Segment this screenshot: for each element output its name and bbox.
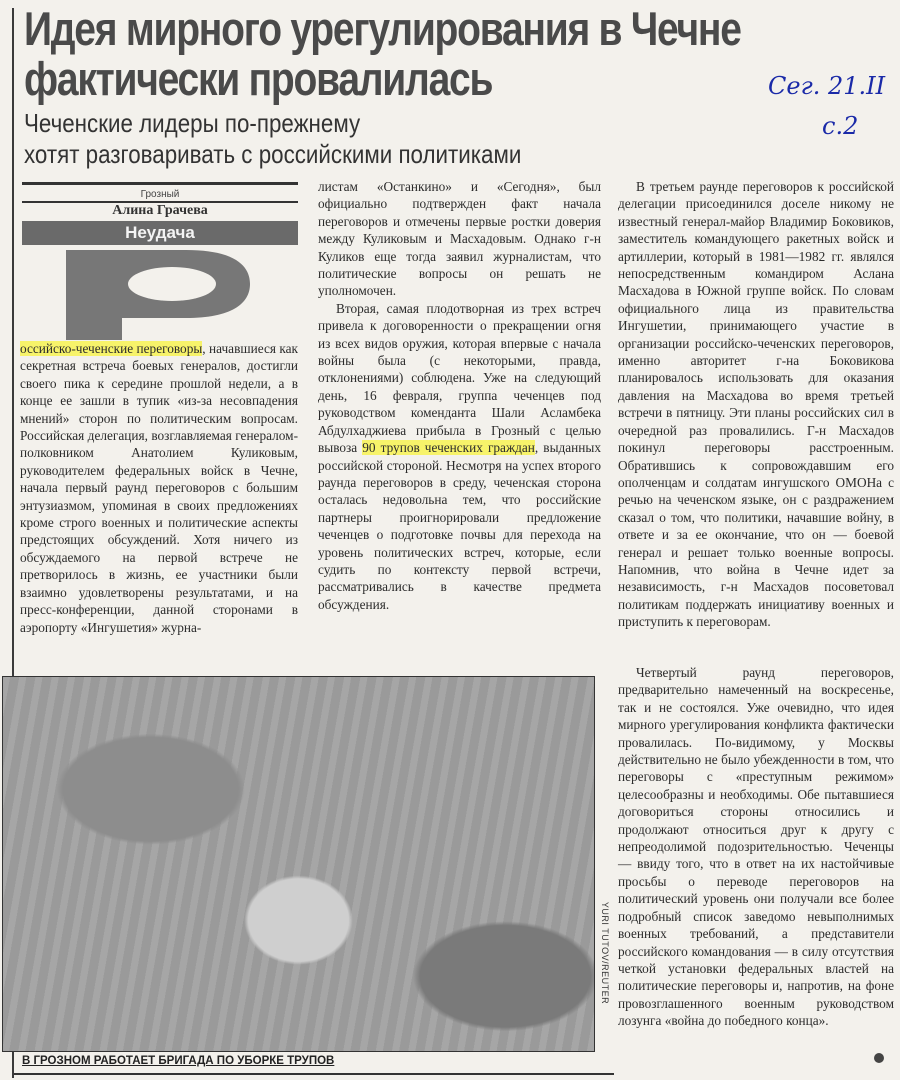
column-2-paragraph-2 [318, 300, 601, 613]
column-2-paragraph-1: листам «Останкино» и «Сегодня», был официально подтвержден факт начала переговоров и отмечены первые ростки доверия между Куликовым и Масхадовым. Однако г-н Куликов еще тогда заявил журналистам, что политические вопросы он решать не уполномочен. [318, 179, 601, 299]
drop-cap-letter [66, 248, 250, 340]
headline [24, 2, 741, 105]
article-column-2 [318, 178, 601, 613]
end-of-article-mark [874, 1053, 884, 1063]
article-column-1 [20, 340, 298, 636]
column-1-text: , начавшиеся как секретная встреча боевых генералов, достигли своего пика к середине прошлой недели, а в конце ее зашли в тупик «из-за несовпадения мнений» сторон по политическим вопросам. Российская делегация, возглавляемая генералом-полковником Анатолием Куликовым, руководителем федеральных войск в Чечне, начала первый раунд переговоров с большим энтузиазмом, упоминая в своих предложениях кроме строго военных и политические аспекты предстоящих обсуждений. Хотя ничего из обсуждаемого на первой встрече не претворилось в жизнь, ее участники были взаимно удовлетворены результатами, и на пресс-конференции, данной сторонами в аэропорту «Ингушетия» журна- [20, 341, 298, 635]
photo-credit [596, 870, 610, 1040]
highlighted-phrase: 90 трупов чеченских граждан [362, 440, 535, 456]
paragraph-text: Вторая, самая плодотворная из трех встреч привела к договоренности о прекращении огня из всех видов оружия, которая впервые с начала войны была (с некоторыми, правда, отклонениями) соблюдена. Уже на следующий день, 16 февраля, группа чеченцев под руководством коменданта Шали Асламбека Абдулхаджиева прибыла в Грозный с целью вывоза [318, 300, 601, 456]
headline-line-2: фактически провалилась [24, 52, 493, 105]
photo-caption: В ГРОЗНОМ РАБОТАЕТ БРИГАДА ПО УБОРКЕ ТРУПОВ [22, 1055, 335, 1067]
news-photo [2, 676, 595, 1052]
drop-cap-counter [128, 267, 216, 301]
author-byline: Алина Грачева [112, 203, 208, 218]
headline-line-1: Идея мирного урегулирования в Чечне [24, 2, 741, 55]
column-3-paragraph-1: В третьем раунде переговоров к российской делегации присоединился доселе никому не известный генерал-майор Владимир Боковиков, заместитель командующего ракетных войск и артиллерии, который в 1981—1982 гг. являлся непосредственным командиром Аслана Масхадова в Южной группе войск. По словам официального лица из правительства Ингушетии, принимающего участие в организации российско-чеченских переговоров, именно авторитет г-на Боковикова планировалось использовать для оказания давления на Масхадова во время третьей встречи в пятницу. Эти планы российских сил в очередной раз провалились. Г-н Масхадов покинул переговоры расстроенным. Обратившись к сопровождавшим его ополченцам и солдатам ингушского ОМОНа с речью на чеченском языке, он с раздражением сказал о том, что политики, начавшие войну, в ответе и за ее окончание, что он — боевой генерал и решает только военные вопросы. Напомнив, что война в Чечне идет за независимость, г-н Масхадов посоветовал политикам поддержать инициативу военных и приступить к переговорам. [618, 179, 894, 630]
dateline: Грозный [140, 189, 180, 200]
subheadline-line-1: Чеченские лидеры по-прежнему [24, 108, 361, 138]
bottom-rule [14, 1073, 614, 1075]
highlighted-phrase: оссийско-чеченские переговоры [20, 341, 203, 356]
dateline-rule-top [22, 182, 298, 185]
handwritten-note-page: с.2 [822, 112, 859, 140]
article-column-3-continued [618, 664, 894, 1030]
article-column-3 [618, 178, 894, 631]
subheadline [24, 108, 521, 170]
handwritten-note-date: Сег. 21.II [768, 72, 886, 100]
paragraph-text: , выданных российской стороной. Несмотря на успех второго раунда переговоров в среду, чеченская сторона осталась недовольна тем, что российские партнеры проигнорировали предложение чеченцев о подготовке почвы для перехода на уровень политических встреч, которые, если судить по контексту первой встречи, рассматривались в качестве предмета обсуждения. [318, 440, 601, 612]
column-3-paragraph-2: Четвертый раунд переговоров, предварительно намеченный на воскресенье, так и не состоялся. Уже очевидно, что идея мирного урегулирования конфликта фактически провалилась. По-видимому, у Москвы действительно не было убежденности в том, что переговоры с «преступным режимом» целесообразны и необходимы. Обе пытавшиеся договориться стороны относились и продолжают относиться друг к другу с непреодолимой подозрительностью. Чеченцы — ввиду того, что в ответ на их настойчивые просьбы о переводе переговоров на политический уровень они получали все более подробный список заведомо невыполнимых военных требований, а представители российского командования — в силу отсутствия четкой установки федеральных властей на политические переговоры и, напротив, на фоне провозглашенного военным руководством лозунга «война до победного конца». [618, 665, 894, 1029]
photo-credit-text: YURI TUTOV/REUTER [600, 901, 610, 1005]
rubric-label: Неудача [22, 221, 298, 245]
subheadline-line-2: хотят разговаривать с российскими политиками [24, 139, 522, 169]
